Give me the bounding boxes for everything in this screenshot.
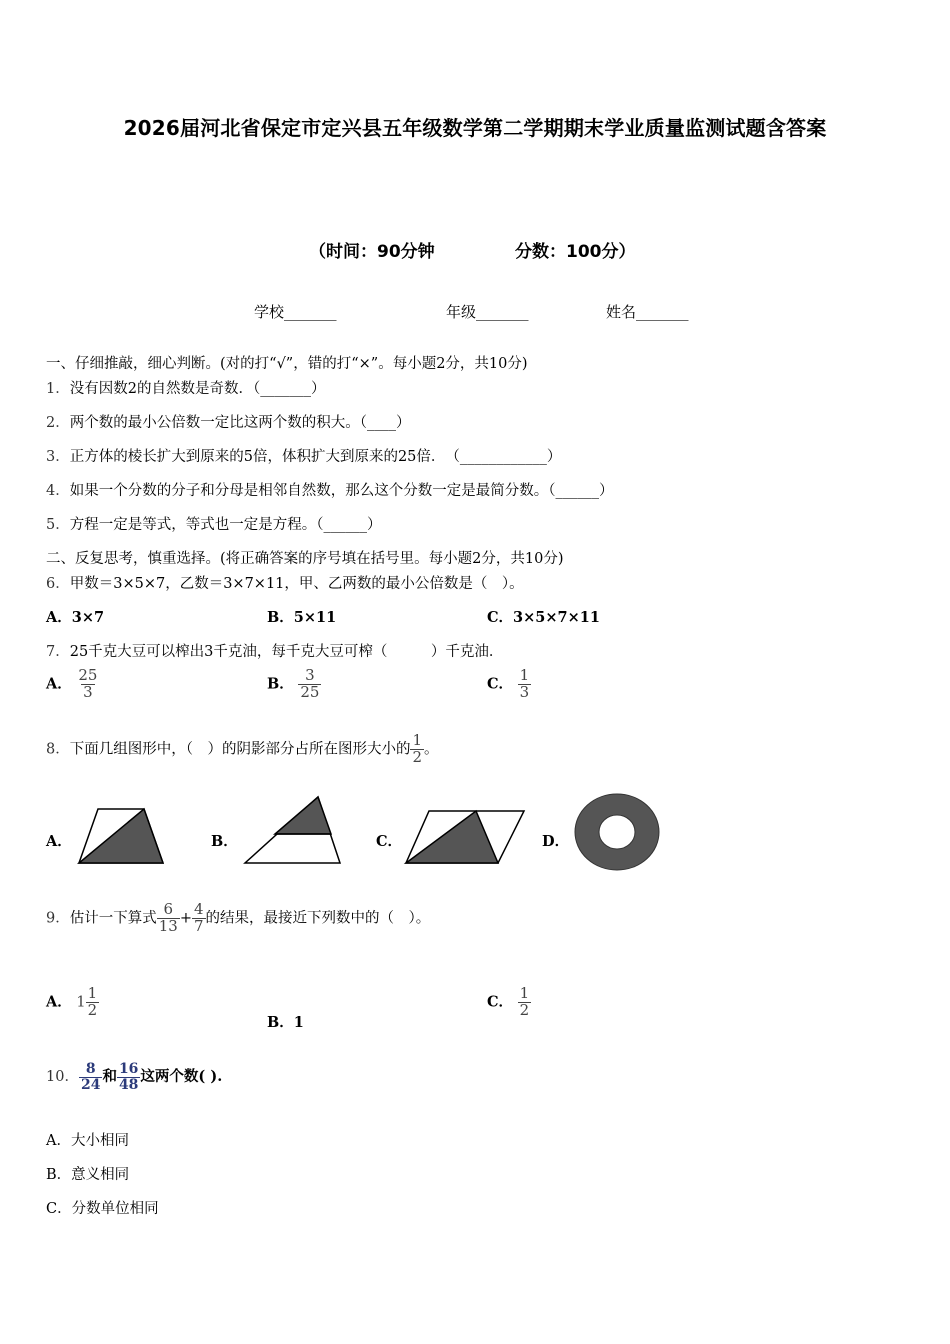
denominator: 2	[519, 1000, 530, 1019]
section1-heading: 一、仔细推敲，细心判断。(对的打“√”，错的打“×”。每小题2分，共10分)	[46, 356, 528, 372]
document-title: 2026届河北省保定市定兴县五年级数学第二学期期末学业质量监测试题含答案	[123, 116, 827, 140]
denominator: 24	[80, 1076, 101, 1093]
exam-score: 分数：100分）	[515, 242, 636, 262]
numerator: 1	[519, 984, 530, 1002]
q10-option-b: B．意义相同	[46, 1167, 130, 1183]
numerator: 8	[85, 1061, 96, 1077]
option-label: A．	[46, 675, 72, 693]
q8-figure-a	[76, 806, 166, 866]
q6-option-b: B．5×11	[267, 609, 337, 626]
fraction	[192, 902, 206, 935]
question-number: 6．	[46, 576, 70, 592]
question-number: 5．	[46, 517, 70, 533]
question-3	[46, 445, 561, 466]
fraction	[298, 668, 321, 701]
q9-option-a	[46, 986, 99, 1019]
question-1	[46, 377, 325, 398]
question-number: 8．	[46, 741, 70, 758]
fraction	[86, 986, 100, 1019]
question-text: 两个数的最小公倍数一定比这两个数的积大。（____）	[69, 415, 411, 431]
numerator: 1	[412, 731, 423, 749]
fraction	[410, 733, 424, 766]
option-label: B．	[267, 675, 294, 693]
q7-option-a	[46, 668, 99, 701]
q6-option-c: C．3×5×7×11	[487, 609, 600, 626]
q7-option-c	[487, 668, 531, 701]
option-label: C．	[487, 675, 514, 693]
denominator: 13	[158, 916, 178, 935]
question-number: 2．	[46, 415, 70, 431]
denominator: 2	[87, 1000, 98, 1019]
question-text: 甲数＝3×5×7，乙数＝3×7×11，甲、乙两数的最小公倍数是（ ）。	[69, 576, 524, 592]
question-text: 25千克大豆可以榨出3千克油，每千克大豆可榨（ ）千克油．	[69, 644, 504, 660]
question-number: 3．	[46, 449, 70, 465]
question-text: 估计一下算式	[69, 910, 157, 927]
question-text-end: 的结果，最接近下列数中的（ ）。	[205, 910, 431, 927]
question-text: 正方体的棱长扩大到原来的5倍，体积扩大到原来的25倍． （____________）	[69, 449, 562, 465]
question-number: 1．	[46, 381, 70, 397]
option-label: A．	[46, 993, 72, 1011]
q8-option-c-label: C．	[376, 833, 403, 850]
name-field: 姓名_______	[606, 303, 689, 321]
question-9	[46, 902, 430, 935]
question-number: 10．	[46, 1069, 79, 1086]
exam-time: （时间：90分钟	[309, 242, 435, 262]
fraction	[157, 902, 180, 935]
q9-option-b: B．1	[267, 1014, 304, 1031]
school-field: 学校_______	[254, 303, 337, 321]
question-6	[46, 572, 524, 593]
connector-text: 和	[102, 1068, 117, 1086]
denominator: 3	[519, 682, 530, 701]
question-number: 9．	[46, 910, 70, 927]
q9-option-c	[487, 986, 531, 1019]
q7-option-b	[267, 668, 321, 701]
q8-figure-c	[403, 808, 527, 866]
question-text: 如果一个分数的分子和分母是相邻自然数，那么这个分数一定是最简分数。（______）	[69, 483, 614, 499]
denominator: 3	[83, 682, 93, 701]
fraction	[79, 1062, 102, 1092]
question-4	[46, 479, 613, 500]
question-2	[46, 411, 410, 432]
question-text: 下面几组图形中，（ ）的阴影部分占所在图形大小的	[69, 741, 411, 758]
question-text-end: 这两个数( ).	[140, 1068, 223, 1086]
question-5	[46, 513, 381, 534]
plus-sign: +	[179, 910, 192, 927]
q8-option-d-label: D．	[542, 833, 570, 850]
q10-option-c: C．分数单位相同	[46, 1201, 159, 1217]
q6-option-a: A．3×7	[46, 609, 105, 626]
grade-field: 年级_______	[446, 303, 529, 321]
question-text-end: 。	[424, 741, 439, 758]
question-number: 4．	[46, 483, 70, 499]
numerator: 6	[163, 900, 174, 918]
question-text: 没有因数2的自然数是奇数．（_______）	[69, 381, 326, 397]
mixed-whole: 1	[76, 994, 86, 1011]
numerator: 4	[193, 900, 204, 918]
question-text: 方程一定是等式，等式也一定是方程。（______）	[69, 517, 382, 533]
denominator: 48	[118, 1076, 139, 1093]
numerator: 3	[305, 666, 315, 684]
question-number: 7．	[46, 644, 70, 660]
fraction	[117, 1062, 140, 1092]
q8-figure-d	[572, 792, 662, 872]
numerator: 16	[118, 1061, 139, 1077]
question-10	[46, 1062, 222, 1092]
shaded-top-triangle	[275, 797, 331, 834]
denominator: 7	[193, 916, 204, 935]
q10-option-a: A．大小相同	[46, 1133, 129, 1149]
fraction	[76, 668, 99, 701]
numerator: 1	[87, 984, 98, 1002]
q8-figure-b	[242, 794, 344, 866]
denominator: 2	[412, 747, 423, 766]
option-label: C．	[487, 993, 514, 1011]
numerator: 1	[519, 666, 530, 684]
fraction	[518, 986, 532, 1019]
q8-option-a-label: A．	[46, 833, 72, 850]
question-7	[46, 640, 503, 661]
denominator: 25	[300, 682, 320, 701]
numerator: 25	[78, 666, 98, 684]
q8-option-b-label: B．	[211, 833, 238, 850]
fraction	[518, 668, 532, 701]
section2-heading: 二、反复思考，慎重选择。(将正确答案的序号填在括号里。每小题2分，共10分)	[46, 551, 564, 567]
question-8	[46, 733, 439, 766]
inner-hole	[599, 815, 635, 849]
